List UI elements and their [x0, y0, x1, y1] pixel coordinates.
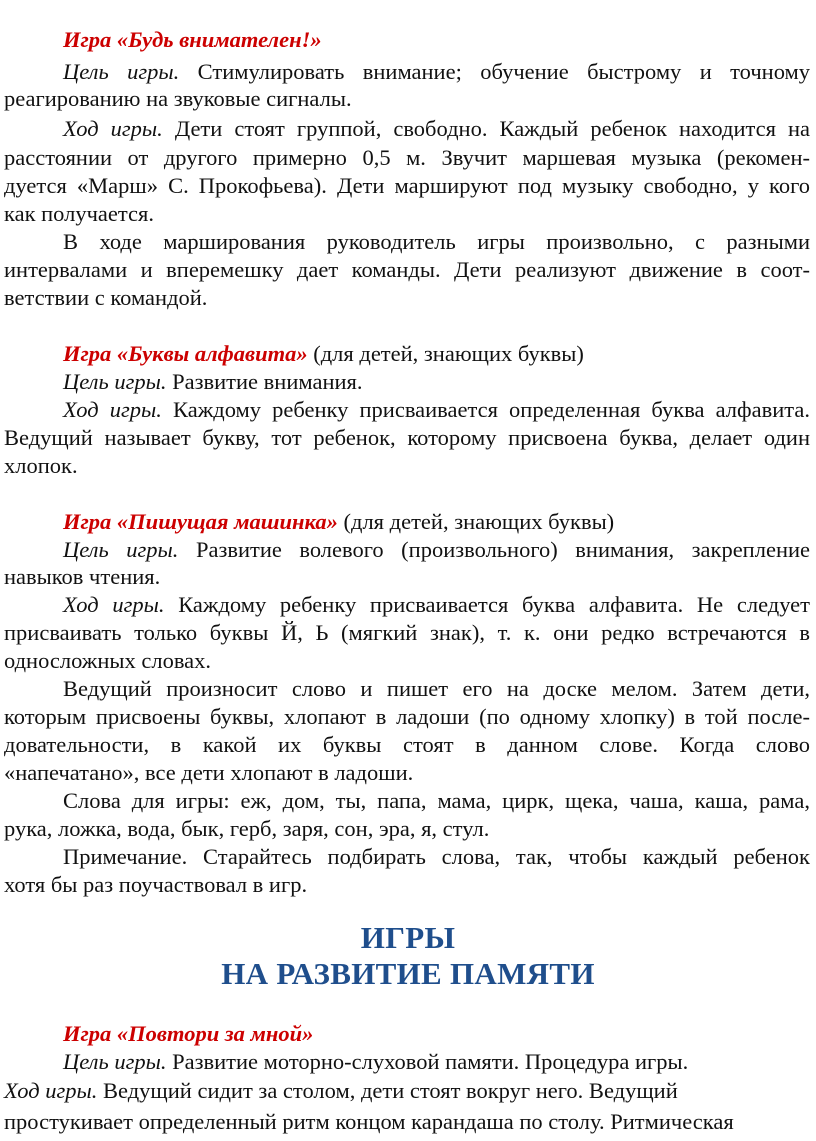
- game2-title-note: (для детей, знающих буквы): [313, 341, 584, 366]
- game2-goal: Цель игры. Развитие внимания.: [63, 369, 363, 394]
- game3-goal-line2: навыков чтения.: [4, 564, 161, 589]
- game3-p2-line2: рука, ложка, вода, бык, герб, заря, сон, эра, я, стул.: [4, 816, 490, 841]
- game1-course-line3: дуется «Марш» С. Прокофьева). Дети маршируют под музыку свободно, у кого: [4, 173, 810, 198]
- game2-title-text: Игра «Буквы алфавита»: [63, 341, 308, 366]
- game3-course-label: Ход игры.: [63, 592, 165, 617]
- game1-para-line1: В ходе марширования руководитель игры произвольно, с разными: [63, 229, 810, 254]
- game1-course-line2: расстоянии от другого примерно 0,5 м. Звучит маршевая музыка (рекомен-: [4, 145, 810, 170]
- game1-title-text: Игра «Будь внимателен!»: [63, 27, 322, 52]
- game1-goal-label: Цель игры.: [63, 59, 180, 84]
- game1-course-label: Ход игры.: [63, 116, 163, 141]
- game2-course-line3: хлопок.: [4, 453, 78, 478]
- game4-title-text: Игра «Повтори за мной»: [63, 1021, 314, 1046]
- game4-title: [0, 1020, 816, 1047]
- game2-goal-label: Цель игры.: [63, 369, 167, 394]
- game2-course-label: Ход игры.: [63, 397, 162, 422]
- game4-goal-label: Цель игры.: [63, 1049, 167, 1074]
- game3-course-line2: присваивать только буквы Й, Ь (мягкий знак), т. к. они редко встречаются в: [4, 620, 810, 645]
- game3-p1-line3: довательности, в какой их буквы стоят в данном слове. Когда слово: [4, 732, 810, 757]
- game1-para-line2: интервалами и вперемешку дает команды. Дети реализуют движение в соот-: [4, 257, 810, 282]
- game3-course-line3: односложных словах.: [4, 648, 212, 673]
- game4-course-label: Ход игры.: [4, 1078, 98, 1103]
- game4-goal: Цель игры. Развитие моторно-слуховой памяти. Процедура игры.: [63, 1049, 689, 1074]
- game3-p3-line1: Примечание. Старайтесь подбирать слова, так, чтобы каждый ребенок: [63, 844, 810, 869]
- section-heading-line1: ИГРЫ: [360, 920, 456, 955]
- game1-goal-line1: Цель игры. Стимулировать внимание; обучение быстрому и точному: [63, 59, 811, 84]
- game2-course-line1: Ход игры. Каждому ребенку присваивается определенная буква алфавита.: [63, 397, 810, 422]
- game3-course-line1: Ход игры. Каждому ребенку присваивается буква алфавита. Не следует: [63, 592, 810, 617]
- game4-course-line2: простукивает определенный ритм концом карандаша по столу. Ритмическая: [4, 1109, 734, 1134]
- section-heading-line2: НА РАЗВИТИЕ ПАМЯТИ: [221, 956, 595, 991]
- game3-p3-line2: хотя бы раз поучаствовал в игр.: [4, 872, 308, 897]
- game1-goal-line2: реагированию на звуковые сигналы.: [4, 86, 352, 111]
- game1-course-line4: как получается.: [4, 201, 154, 226]
- game3-goal-label: Цель игры.: [63, 537, 179, 562]
- game1-title: [0, 26, 816, 53]
- game3-p1-line1: Ведущий произносит слово и пишет его на доске мелом. Затем дети,: [63, 676, 810, 701]
- game3-p1-line4: «напечатано», все дети хлопают в ладоши.: [4, 760, 414, 785]
- game2-course-line2: Ведущий называет букву, тот ребенок, которому присвоена буква, делает один: [4, 425, 810, 450]
- game3-p2-line1: Слова для игры: еж, дом, ты, папа, мама, цирк, щека, чаша, каша, рама,: [63, 788, 810, 813]
- game2-title: [0, 340, 816, 367]
- game3-title-note: (для детей, знающих буквы): [343, 509, 615, 534]
- game1-course-line1: Ход игры. Дети стоят группой, свободно. Каждый ребенок находится на: [63, 116, 810, 141]
- game3-goal-line1: Цель игры. Развитие волевого (произвольного) внимания, закрепление: [63, 537, 811, 562]
- game3-title-text: Игра «Пишущая машинка»: [63, 509, 338, 534]
- game1-para-line3: ветствии с командой.: [4, 285, 208, 310]
- game3-p1-line2: которым присвоены буквы, хлопают в ладоши (по одному хлопку) в той после-: [4, 704, 810, 729]
- game3-title: [0, 508, 816, 535]
- game4-course-line1: Ход игры. Ведущий сидит за столом, дети стоят вокруг него. Ведущий: [4, 1078, 678, 1103]
